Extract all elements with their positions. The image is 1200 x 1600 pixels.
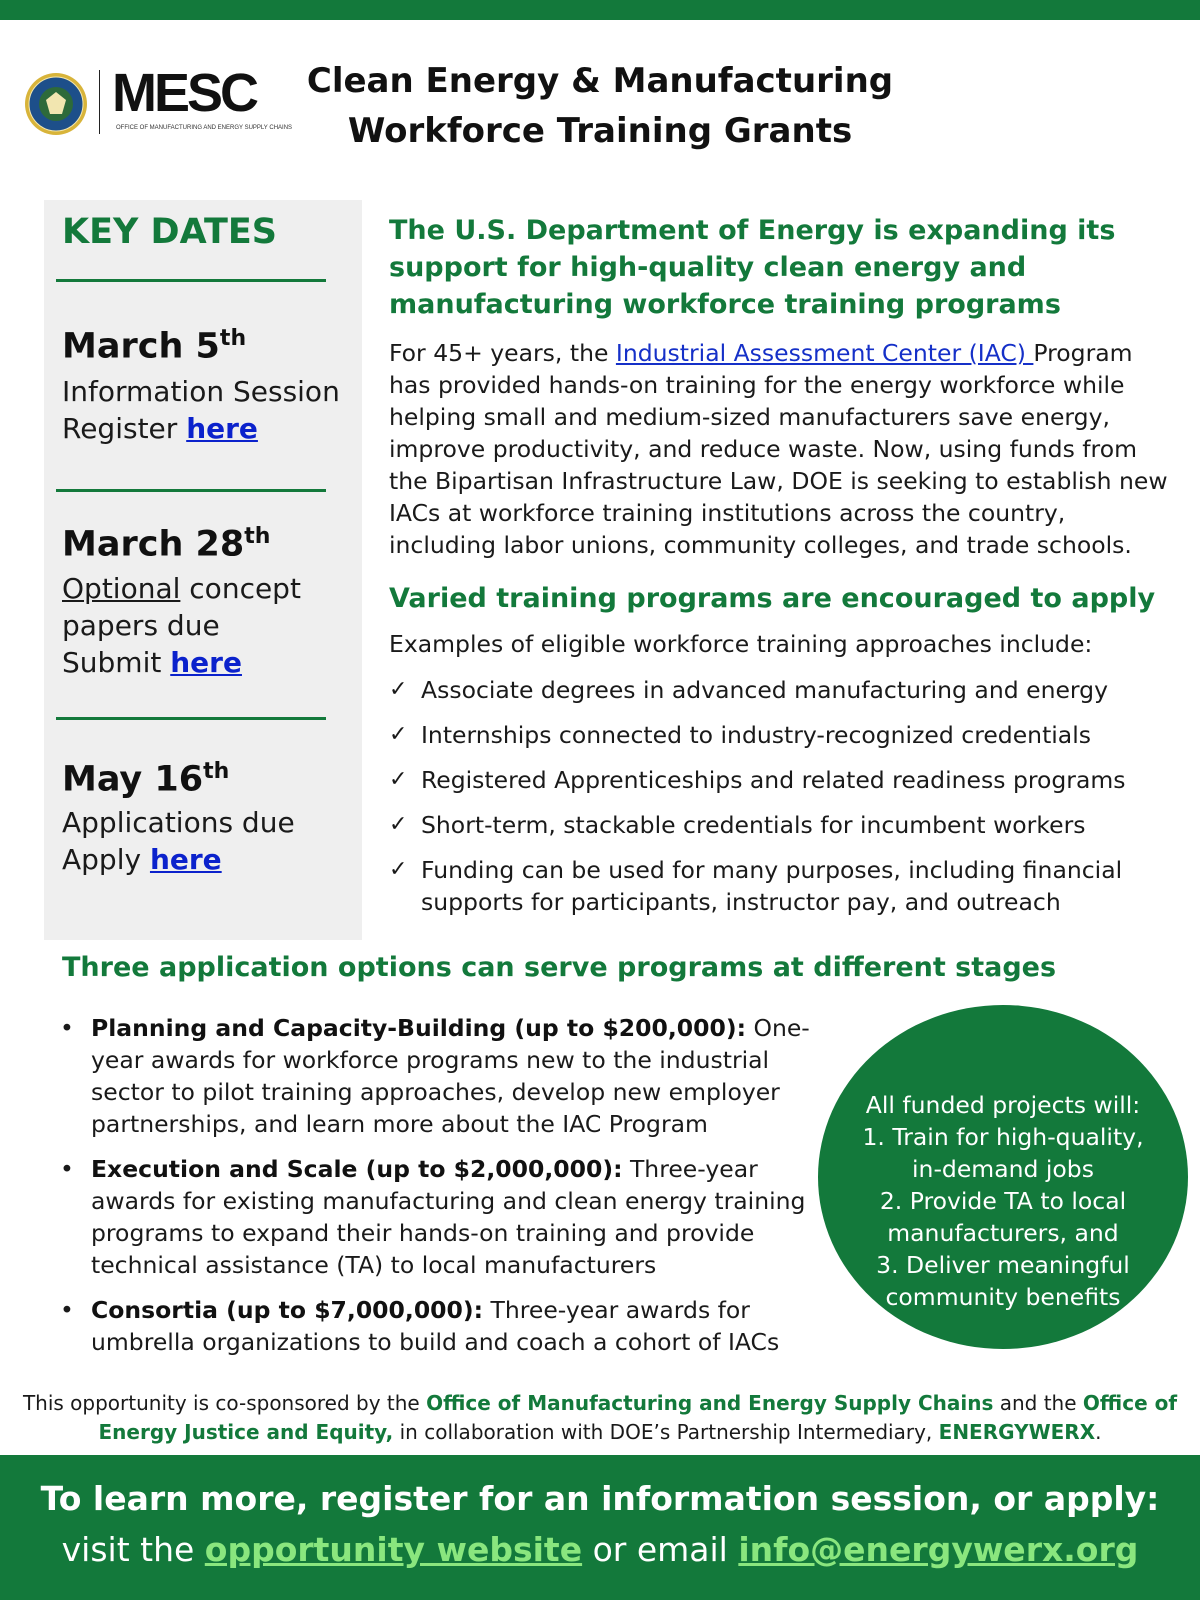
opportunity-website-link[interactable]: opportunity website	[204, 1530, 583, 1569]
list-item: ✓ Short-term, stackable credentials for incumbent workers	[389, 811, 1086, 839]
eligible-approaches-list	[389, 674, 1179, 918]
page-title	[300, 56, 900, 156]
key-date-title: May 16th	[62, 759, 230, 800]
footer-headline: To learn more, register for an information session, or apply:	[40, 1479, 1160, 1518]
key-date-title: March 28th	[62, 524, 271, 565]
mesc-logo: MESC	[112, 63, 257, 123]
key-date-description: Applications due	[62, 806, 295, 839]
footer-banner	[0, 1455, 1200, 1600]
key-date-title: March 5th	[62, 326, 247, 367]
varied-intro: Examples of eligible workforce training approaches include:	[389, 630, 1093, 658]
apply-link[interactable]: here	[149, 843, 222, 876]
submit-link[interactable]: here	[170, 646, 242, 679]
key-date-description: Optional concept	[62, 572, 301, 605]
key-date-description: Information Session	[62, 375, 340, 408]
title-line: Clean Energy & Manufacturing	[306, 61, 894, 101]
doe-seal-icon	[24, 72, 88, 136]
register-link[interactable]: here	[186, 412, 258, 445]
application-options-list	[60, 1012, 820, 1371]
key-date-action: Register here	[62, 412, 258, 445]
varied-heading: Varied training programs are encouraged to apply	[389, 583, 1156, 614]
bullet-icon: •	[60, 1296, 74, 1324]
checkmark-icon: ✓	[389, 722, 408, 747]
key-dates-heading: KEY DATES	[62, 212, 277, 252]
list-item: • Consortia (up to $7,000,000): Three-year awards for umbrella organizations to build and coach a cohort of IACs	[60, 1296, 780, 1356]
email-link[interactable]: info@energywerx.org	[738, 1530, 1139, 1569]
list-item: • Planning and Capacity-Building (up to $200,000): One-year awards for workforce programs new to the industrial sector to pilot training approaches, develop new employer partnerships, and learn more about the IAC Program	[60, 1014, 810, 1138]
footer-links-line: visit the opportunity website or email info@energywerx.org	[61, 1530, 1139, 1569]
divider	[56, 279, 326, 282]
logo-divider	[99, 70, 100, 134]
title-line: Workforce Training Grants	[347, 111, 853, 151]
list-item: • Execution and Scale (up to $2,000,000): Three-year awards for existing manufacturing and clean energy training programs to expand their hands-on training and provide technical assistance (TA) to local manufacturers	[60, 1155, 806, 1279]
bullet-icon: •	[60, 1155, 74, 1183]
sponsor-statement: This opportunity is co-sponsored by the Office of Manufacturing and Energy Supply Chains and the Office of Energy Justice and Equity, in collaboration with DOE’s Partnership Intermediary, ENERGYWERX.	[22, 1391, 1178, 1444]
key-dates-panel	[44, 200, 362, 940]
list-item: ✓ Internships connected to industry-recognized credentials	[389, 721, 1091, 749]
bullet-icon: •	[60, 1014, 74, 1042]
list-item: ✓ Registered Apprenticeships and related readiness programs	[389, 766, 1126, 794]
funded-projects-circle	[818, 1005, 1188, 1349]
iac-program-link[interactable]: Industrial Assessment Center (IAC)	[615, 339, 1034, 367]
key-date-action: Apply here	[62, 843, 222, 876]
options-heading: Three application options can serve programs at different stages	[62, 952, 1057, 983]
key-date-action: Submit here	[62, 646, 242, 679]
funded-projects-text: All funded projects will: 1. Train for high-quality, in-demand jobs 2. Provide TA to local manufacturers, and 3. Deliver meaningful community benefits	[862, 1091, 1144, 1311]
list-item: ✓ Associate degrees in advanced manufacturing and energy	[389, 676, 1108, 704]
checkmark-icon: ✓	[389, 812, 408, 837]
key-date-description: papers due	[62, 609, 220, 642]
divider	[56, 717, 326, 720]
divider	[56, 489, 326, 492]
checkmark-icon: ✓	[389, 767, 408, 792]
checkmark-icon: ✓	[389, 857, 408, 882]
checkmark-icon: ✓	[389, 677, 408, 702]
mesc-logo-subtitle: OFFICE OF MANUFACTURING AND ENERGY SUPPLY CHAINS	[116, 125, 293, 131]
intro-paragraph: For 45+ years, the Industrial Assessment Center (IAC) Program has provided hands-on training for the energy workforce while helping small and medium-sized manufacturers save energy, improve productivity, and reduce waste. Now, using funds from the Bipartisan Infrastructure Law, DOE is seeking to establish new IACs at workforce training institutions across the country, including labor unions, community colleges, and trade schools.	[389, 339, 1168, 559]
top-green-bar	[0, 0, 1200, 20]
intro-heading: The U.S. Department of Energy is expanding its support for high-quality clean energy and manufacturing workforce training programs	[389, 215, 1116, 320]
list-item: ✓ Funding can be used for many purposes, including financial supports for participants, instructor pay, and outreach	[389, 856, 1123, 916]
